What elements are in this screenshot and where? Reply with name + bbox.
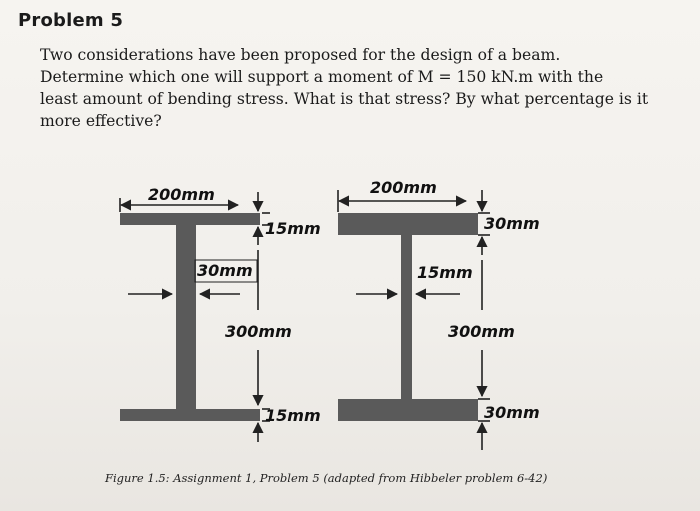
left-bottom-flange bbox=[120, 409, 260, 421]
left-depth-label: 300mm bbox=[225, 322, 292, 341]
left-width-dimension bbox=[120, 185, 238, 212]
left-top-flange-thickness-label: 15mm bbox=[265, 219, 321, 238]
problem-title: Problem 5 bbox=[18, 10, 124, 31]
left-bottom-flange-thickness-dimension bbox=[258, 406, 321, 442]
figure-caption: Figure 1.5: Assignment 1, Problem 5 (adapted from Hibbeler problem 6-42) bbox=[105, 471, 548, 485]
right-top-flange-thickness-label: 30mm bbox=[484, 214, 540, 233]
right-web-thickness-dimension bbox=[356, 263, 473, 294]
beam-cross-sections-diagram bbox=[0, 160, 700, 460]
right-width-dimension bbox=[338, 178, 466, 212]
right-web bbox=[401, 235, 412, 399]
left-web-thickness-label: 30mm bbox=[197, 261, 253, 280]
right-bottom-flange-thickness-dimension bbox=[478, 399, 540, 450]
problem-statement: Two considerations have been proposed for the design of a beam. Determine which one will support a moment of M = 150 kN.m with the least amount of bending stress. What is that stress? By what percentage is it more effective? bbox=[40, 46, 649, 130]
right-bottom-flange bbox=[338, 399, 478, 421]
left-web bbox=[176, 225, 196, 409]
left-top-flange-thickness-dimension bbox=[258, 192, 321, 245]
right-top-flange-thickness-dimension bbox=[478, 190, 540, 255]
right-depth-label: 300mm bbox=[448, 322, 515, 341]
right-flange-width-label: 200mm bbox=[370, 178, 437, 197]
right-top-flange bbox=[338, 213, 478, 235]
left-beam-section bbox=[120, 185, 321, 442]
left-top-flange bbox=[120, 213, 260, 225]
left-bottom-flange-thickness-label: 15mm bbox=[265, 406, 321, 425]
right-bottom-flange-thickness-label: 30mm bbox=[484, 403, 540, 422]
left-flange-width-label: 200mm bbox=[148, 185, 215, 204]
right-web-thickness-label: 15mm bbox=[417, 263, 473, 282]
right-beam-section bbox=[338, 178, 540, 450]
